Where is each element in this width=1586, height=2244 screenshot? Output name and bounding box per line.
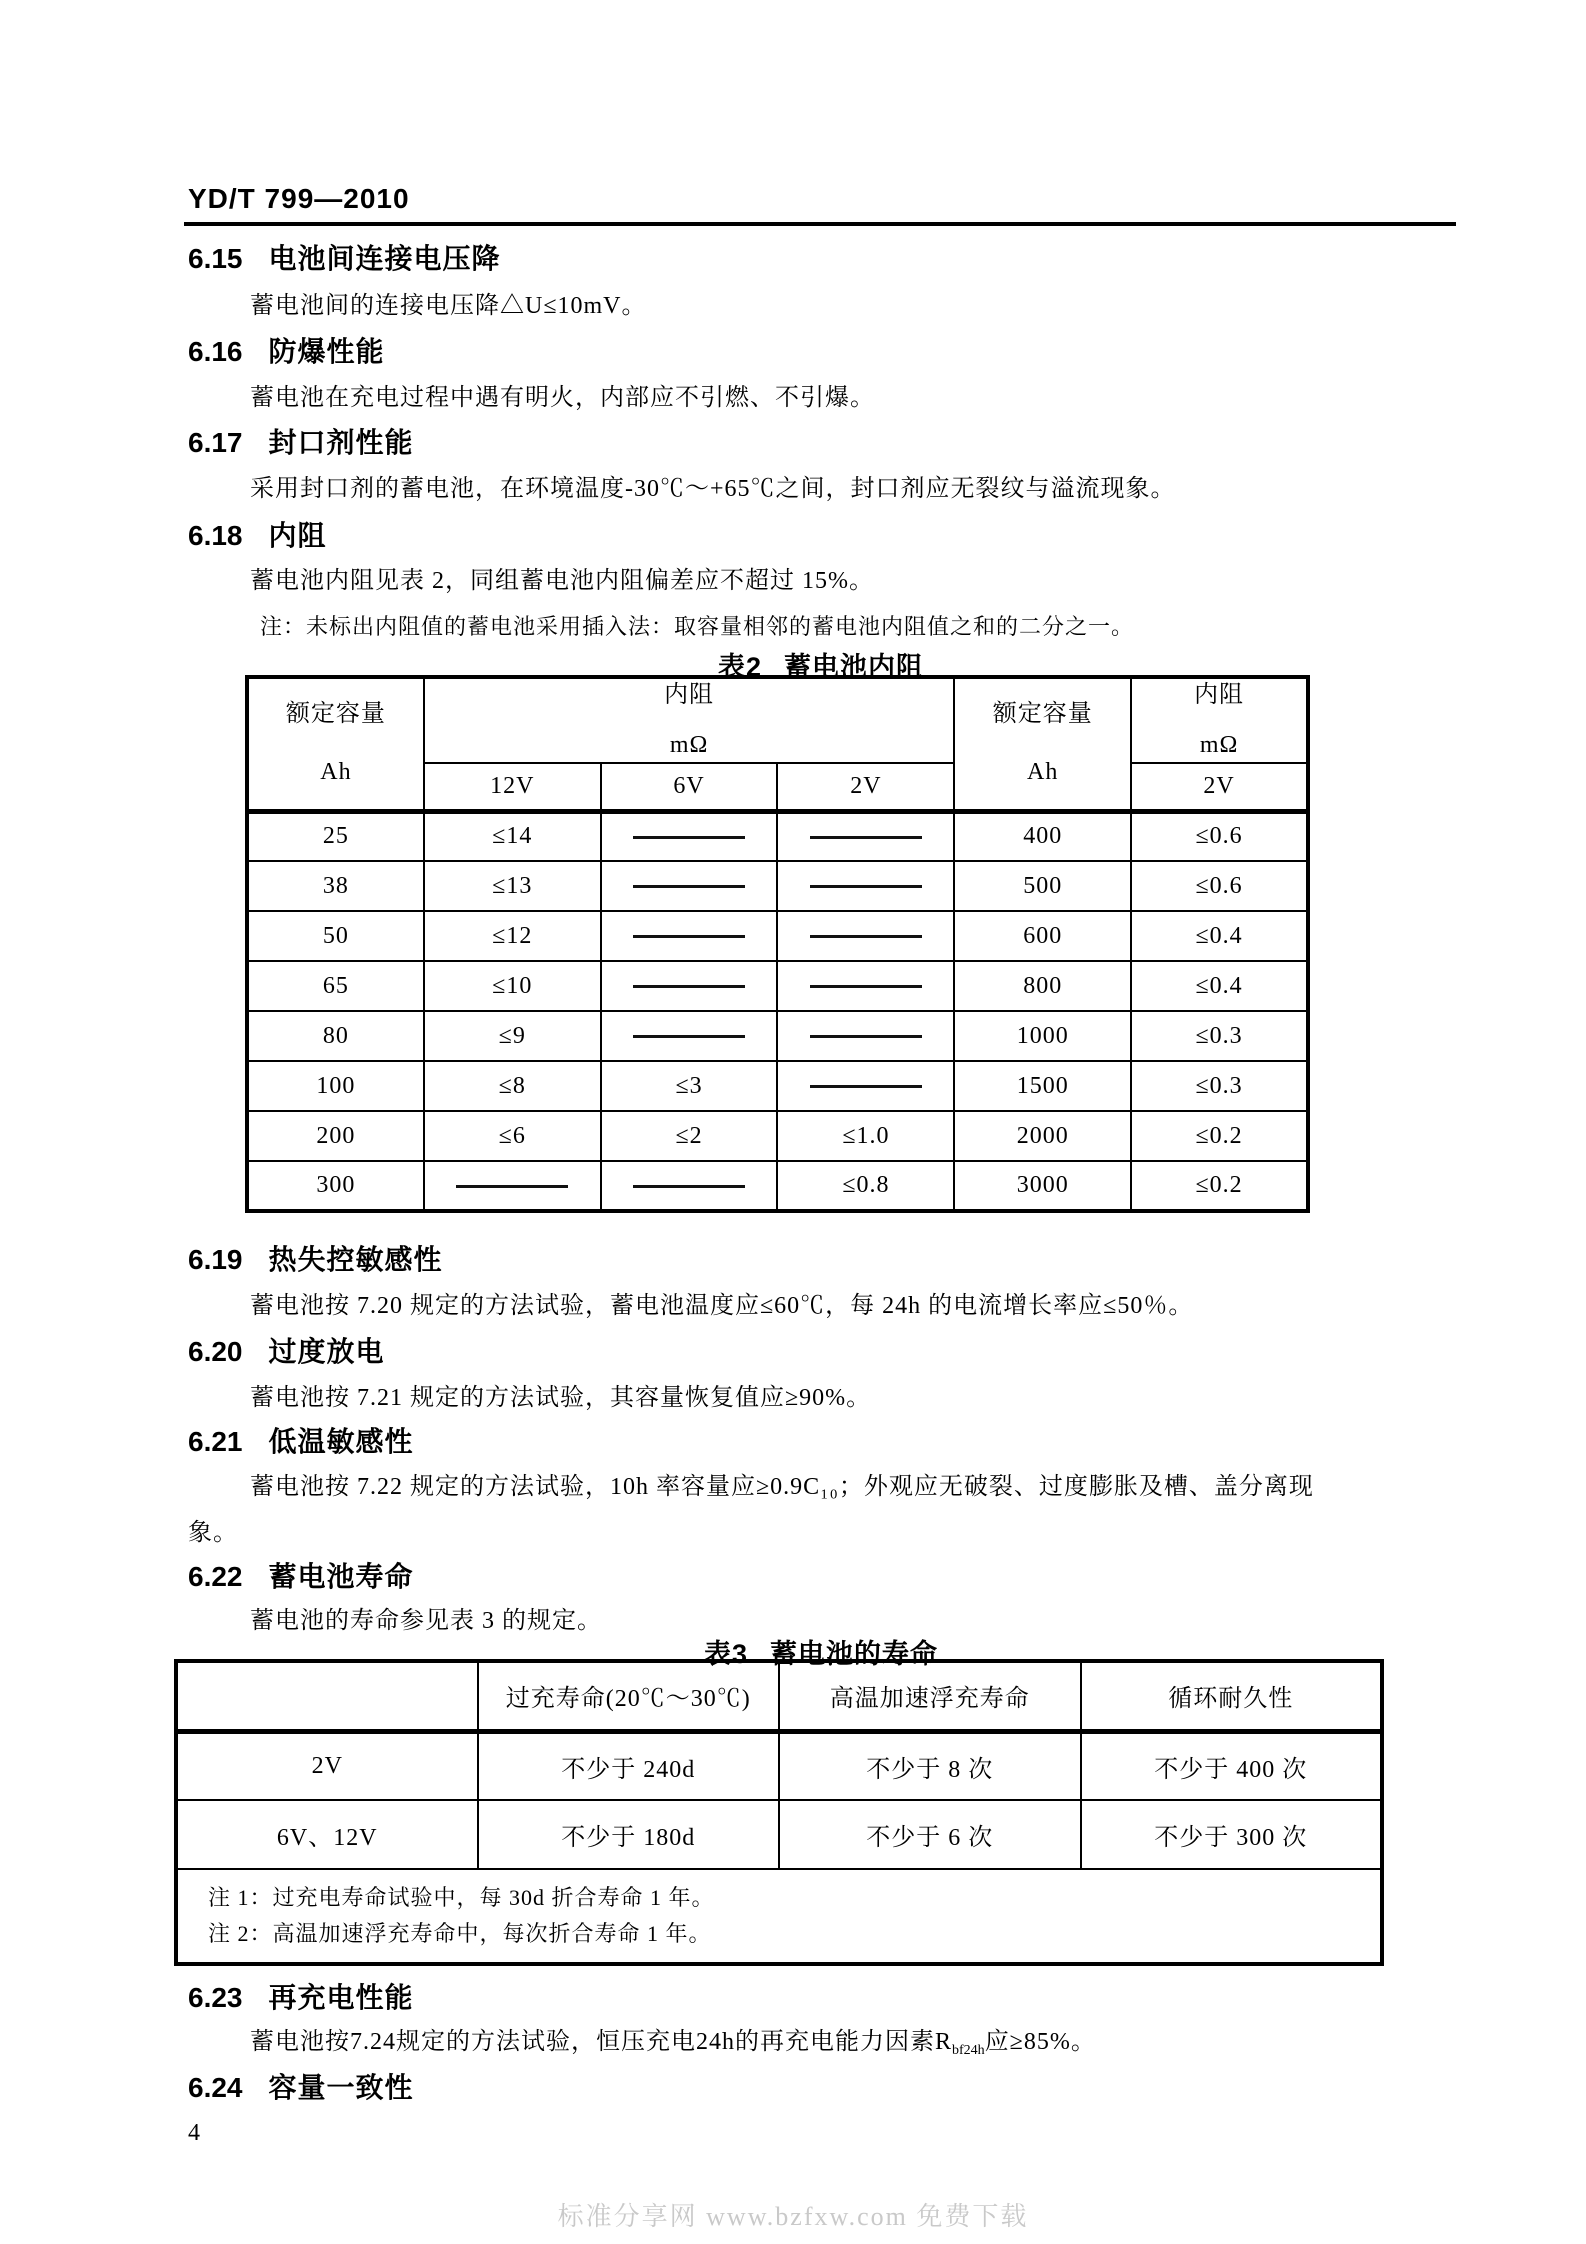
- table2-header-resistance-b: 内阻 mΩ: [1131, 677, 1308, 763]
- table-cell: 2V: [176, 1731, 478, 1800]
- table-row: [247, 911, 1308, 961]
- table-cell: 65: [247, 961, 424, 1011]
- table-cell: 38: [247, 861, 424, 911]
- table-cell: ≤0.8: [777, 1161, 954, 1211]
- table-cell: 100: [247, 1061, 424, 1111]
- table-row: [247, 1111, 1308, 1161]
- table-cell: ≤9: [424, 1011, 601, 1061]
- table-cell: 25: [247, 811, 424, 861]
- table3-title-number: 表3: [703, 1639, 749, 1669]
- table2-header-resistance: 内阻 mΩ: [424, 677, 954, 763]
- table-cell: ≤0.2: [1131, 1161, 1308, 1211]
- table-cell: [601, 961, 778, 1011]
- table-row: [176, 1800, 1382, 1869]
- table-row: [176, 1731, 1382, 1800]
- table3-header-cycle-endurance: 循环耐久性: [1081, 1661, 1383, 1731]
- table-cell: [601, 861, 778, 911]
- table-cell: 600: [954, 911, 1131, 961]
- section-title: 热失控敏感性: [268, 1244, 443, 1275]
- dash-placeholder: [456, 1185, 568, 1188]
- section-paragraph: 蓄电池内阻见表 2，同组蓄电池内阻偏差应不超过 15%。: [250, 568, 874, 594]
- table-cell: ≤0.2: [1131, 1111, 1308, 1161]
- table3-notes-cell: [176, 1869, 1382, 1964]
- table-row: [247, 1061, 1308, 1111]
- table-cell: 1000: [954, 1011, 1131, 1061]
- table-cell: 50: [247, 911, 424, 961]
- table-cell: 6V、12V: [176, 1800, 478, 1869]
- dash-placeholder: [633, 1035, 745, 1038]
- table-cell: ≤0.4: [1131, 961, 1308, 1011]
- dash-placeholder: [810, 885, 922, 888]
- section-title: 容量一致性: [268, 2072, 414, 2103]
- page-number: 4: [188, 2120, 200, 2146]
- section-number: 6.21: [188, 1426, 243, 1457]
- section-heading-6-21: [188, 1420, 414, 1460]
- section-title: 低温敏感性: [268, 1426, 414, 1457]
- table-row: [247, 861, 1308, 911]
- table-row: [247, 1011, 1308, 1061]
- table-cell: [601, 911, 778, 961]
- table3-title-text: 蓄电池的寿命: [770, 1639, 939, 1669]
- section-number: 6.17: [188, 427, 243, 458]
- table-cell: ≤0.3: [1131, 1011, 1308, 1061]
- section-paragraph: 蓄电池间的连接电压降△U≤10mV。: [250, 293, 647, 319]
- table3-notes-row: [176, 1869, 1382, 1964]
- table-cell: ≤1.0: [777, 1111, 954, 1161]
- table-cell: 不少于 180d: [478, 1800, 780, 1869]
- table-cell: [777, 811, 954, 861]
- section-title: 再充电性能: [268, 1982, 414, 2013]
- table-cell: [777, 1061, 954, 1111]
- section-heading-6-16: [188, 330, 385, 370]
- table-cell: ≤0.6: [1131, 861, 1308, 911]
- header-rule: [184, 222, 1456, 226]
- dash-placeholder: [810, 985, 922, 988]
- dash-placeholder: [810, 935, 922, 938]
- section-paragraph-line1: 蓄电池按 7.22 规定的方法试验，10h 率容量应≥0.9C₁₀；外观应无破裂、过度膨胀及槽、盖分离现: [250, 1474, 1314, 1500]
- dash-placeholder: [633, 985, 745, 988]
- table-cell: ≤14: [424, 811, 601, 861]
- section-title: 防爆性能: [268, 336, 385, 367]
- table-cell: ≤0.4: [1131, 911, 1308, 961]
- table-row: [247, 811, 1308, 861]
- table2-note: 注：未标出内阻值的蓄电池采用插入法：取容量相邻的蓄电池内阻值之和的二分之一。: [260, 614, 1135, 639]
- table-cell: ≤8: [424, 1061, 601, 1111]
- section-heading-6-24: [188, 2066, 414, 2106]
- table-cell: 不少于 400 次: [1081, 1731, 1383, 1800]
- section-number: 6.20: [188, 1336, 243, 1367]
- table-cell: ≤6: [424, 1111, 601, 1161]
- table-cell: ≤0.6: [1131, 811, 1308, 861]
- dash-placeholder: [810, 1035, 922, 1038]
- section-title: 封口剂性能: [268, 427, 414, 458]
- table-cell: 1500: [954, 1061, 1131, 1111]
- subscript-rbf24h: bf24h: [952, 2043, 985, 2058]
- table2-header-2v-b: 2V: [1131, 763, 1308, 811]
- section-paragraph: 蓄电池按 7.21 规定的方法试验，其容量恢复值应≥90%。: [250, 1385, 872, 1411]
- table-cell: ≤10: [424, 961, 601, 1011]
- table2-battery-internal-resistance: [245, 675, 1310, 1213]
- table-cell: 800: [954, 961, 1131, 1011]
- table-cell: 300: [247, 1161, 424, 1211]
- section-number: 6.24: [188, 2072, 243, 2103]
- table2-header-12v: 12V: [424, 763, 601, 811]
- table2-header-2v: 2V: [777, 763, 954, 811]
- doc-code: YD/T 799—2010: [188, 183, 410, 214]
- section-number: 6.18: [188, 520, 243, 551]
- table-cell: [777, 961, 954, 1011]
- section-paragraph-line2: 象。: [188, 1520, 238, 1546]
- table-cell: [601, 811, 778, 861]
- section-number: 6.15: [188, 243, 243, 274]
- table3-note-1: 注 1：过充电寿命试验中，每 30d 折合寿命 1 年。: [208, 1885, 715, 1910]
- table-cell: 3000: [954, 1161, 1131, 1211]
- section-paragraph: 采用封口剂的蓄电池，在环境温度-30℃～+65℃之间，封口剂应无裂纹与溢流现象。: [250, 476, 1176, 502]
- table3-body: [176, 1731, 1382, 1869]
- section-number: 6.16: [188, 336, 243, 367]
- table-cell: 不少于 8 次: [779, 1731, 1081, 1800]
- table-cell: [601, 1011, 778, 1061]
- table-cell: ≤2: [601, 1111, 778, 1161]
- section-heading-6-23: [188, 1976, 414, 2016]
- section-number: 6.22: [188, 1561, 243, 1592]
- dash-placeholder: [810, 1085, 922, 1088]
- table2-header-capacity: 额定容量 Ah: [247, 677, 424, 811]
- table-cell: ≤12: [424, 911, 601, 961]
- table-cell: [424, 1161, 601, 1211]
- table2-header-capacity-b: 额定容量 Ah: [954, 677, 1131, 811]
- table3-header-empty: [176, 1661, 478, 1731]
- section-paragraph: 蓄电池按 7.20 规定的方法试验，蓄电池温度应≤60℃，每 24h 的电流增长率应≤50％。: [250, 1293, 1194, 1319]
- section-paragraph: 蓄电池在充电过程中遇有明火，内部应不引燃、不引爆。: [250, 385, 875, 411]
- dash-placeholder: [633, 836, 745, 839]
- section-number: 6.19: [188, 1244, 243, 1275]
- section-paragraph: 蓄电池按7.24规定的方法试验，恒压充电24h的再充电能力因素$R_{bf24h}$应≥85%。: [250, 2029, 1096, 2058]
- section-heading-6-20: [188, 1330, 385, 1370]
- section-heading-6-15: [188, 237, 501, 277]
- table-cell: 不少于 240d: [478, 1731, 780, 1800]
- table-cell: 不少于 6 次: [779, 1800, 1081, 1869]
- table-cell: 80: [247, 1011, 424, 1061]
- table3-battery-life: [174, 1659, 1384, 1966]
- dash-placeholder: [633, 935, 745, 938]
- table-cell: 200: [247, 1111, 424, 1161]
- table3-note-2: 注 2：高温加速浮充寿命中，每次折合寿命 1 年。: [208, 1921, 712, 1946]
- table-row: [247, 1161, 1308, 1211]
- table2-header-6v: 6V: [601, 763, 778, 811]
- dash-placeholder: [633, 885, 745, 888]
- dash-placeholder: [633, 1185, 745, 1188]
- table3-header-float-life: 高温加速浮充寿命: [779, 1661, 1081, 1731]
- section-paragraph: 蓄电池的寿命参见表 3 的规定。: [250, 1608, 602, 1634]
- section-title: 过度放电: [268, 1336, 385, 1367]
- table-cell: [777, 1011, 954, 1061]
- section-heading-6-19: [188, 1238, 443, 1278]
- table3-header-overcharge-life: 过充寿命(20℃～30℃): [478, 1661, 780, 1731]
- table-cell: 2000: [954, 1111, 1131, 1161]
- section-number: 6.23: [188, 1982, 243, 2013]
- section-title: 电池间连接电压降: [268, 243, 501, 274]
- section-title: 内阻: [268, 520, 327, 551]
- section-heading-6-17: [188, 421, 414, 461]
- section-heading-6-22: [188, 1555, 414, 1595]
- table2-title-text: 蓄电池内阻: [784, 652, 925, 682]
- table-cell: ≤3: [601, 1061, 778, 1111]
- table-row: [247, 961, 1308, 1011]
- section-title: 蓄电池寿命: [268, 1561, 414, 1592]
- dash-placeholder: [810, 836, 922, 839]
- table2-body: [247, 811, 1308, 1211]
- table-cell: ≤0.3: [1131, 1061, 1308, 1111]
- table2-title-number: 表2: [717, 652, 763, 682]
- table-cell: 400: [954, 811, 1131, 861]
- table-cell: [601, 1161, 778, 1211]
- table3-header-row: [176, 1661, 1382, 1731]
- table-cell: [777, 911, 954, 961]
- table-cell: ≤13: [424, 861, 601, 911]
- watermark: 标准分享网 www.bzfxw.com 免费下载: [557, 2202, 1029, 2231]
- table-cell: [777, 861, 954, 911]
- table-cell: 500: [954, 861, 1131, 911]
- table2-header-row-1: [247, 677, 1308, 763]
- table-cell: 不少于 300 次: [1081, 1800, 1383, 1869]
- section-heading-6-18: [188, 514, 327, 554]
